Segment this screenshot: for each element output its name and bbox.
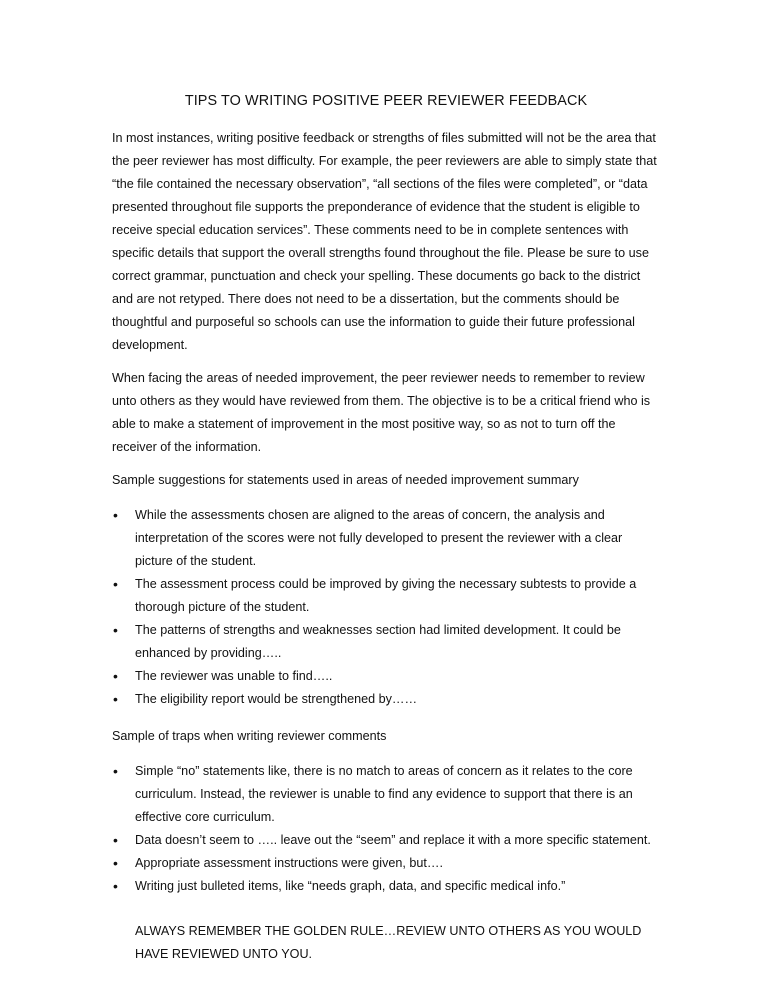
golden-rule: ALWAYS REMEMBER THE GOLDEN RULE…REVIEW UNTO OTHERS AS YOU WOULD HAVE REVIEWED UNTO YOU. xyxy=(135,924,642,961)
list-item: • Data doesn’t seem to ….. leave out the “seem” and replace it with a more specific statement. xyxy=(135,829,660,852)
intro-paragraph: In most instances, writing positive feedback or strengths of files submitted will not be the area that the peer reviewer has most difficulty. For example, the peer reviewers are able to simply state that “the file contained the necessary observation”, “all sections of the files were completed”, or “data presented throughout file supports the preponderance of evidence that the student is eligible to receive special education services”. These comments need to be in complete sentences with specific details that support the overall strengths found throughout the file. Please be sure to use correct grammar, punctuation and check your spelling. These documents go back to the district and are not retyped. There does not need to be a dissertation, but the comments should be thoughtful and purposeful so schools can use the information to guide their future professional development. xyxy=(112,131,657,352)
list-item: • While the assessments chosen are aligned to the areas of concern, the analysis and interpretation of the scores were not fully developed to present the reviewer with a clear picture of the student. xyxy=(135,504,660,573)
list-item: • Writing just bulleted items, like “needs graph, data, and specific medical info.” xyxy=(135,875,660,898)
traps-heading: Sample of traps when writing reviewer comments xyxy=(112,729,387,743)
list-item: • Simple “no” statements like, there is no match to areas of concern as it relates to the core curriculum. Instead, the reviewer is unable to find any evidence to support that there is an effective core curriculum. xyxy=(135,760,660,829)
traps-list xyxy=(112,760,660,898)
list-item: • The eligibility report would be strengthened by…… xyxy=(135,688,660,711)
page-title: TIPS TO WRITING POSITIVE PEER REVIEWER FEEDBACK xyxy=(184,93,588,109)
list-item: • Appropriate assessment instructions were given, but…. xyxy=(135,852,660,875)
document-body xyxy=(112,91,660,966)
list-item: • The assessment process could be improved by giving the necessary subtests to provide a thorough picture of the student. xyxy=(135,573,660,619)
list-item: • The reviewer was unable to find….. xyxy=(135,665,660,688)
list-item: • The patterns of strengths and weaknesses section had limited development. It could be enhanced by providing….. xyxy=(135,619,660,665)
suggestions-heading: Sample suggestions for statements used in areas of needed improvement summary xyxy=(112,473,579,487)
suggestions-list xyxy=(112,504,660,711)
improvement-paragraph: When facing the areas of needed improvement, the peer reviewer needs to remember to review unto others as they would have reviewed from them. The objective is to be a critical friend who is able to make a statement of improvement in the most positive way, so as not to turn off the receiver of the information. xyxy=(112,371,651,454)
